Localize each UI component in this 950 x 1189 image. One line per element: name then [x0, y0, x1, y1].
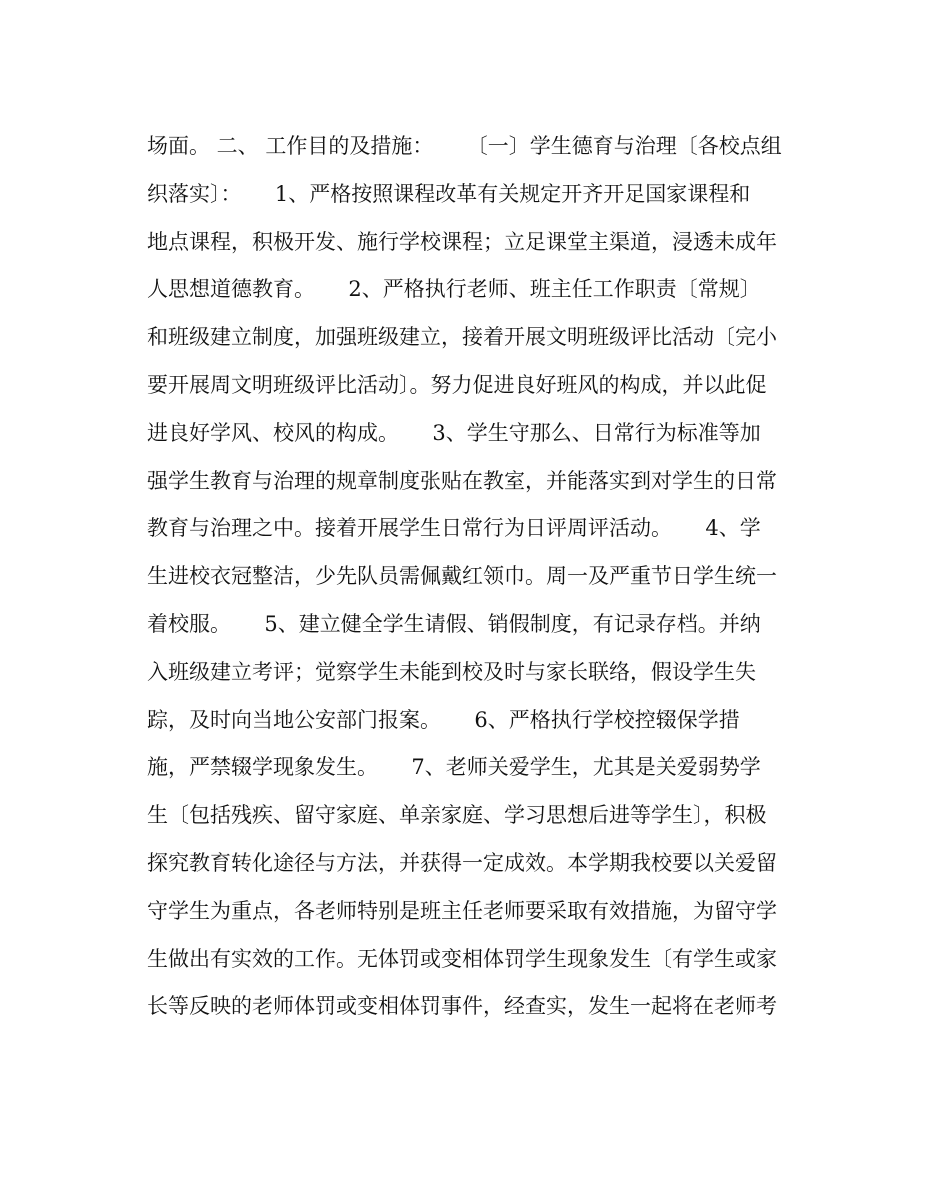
text-line: 织落实〕： 1、严格按照课程改革有关规定开齐开足国家课程和 [147, 181, 751, 206]
text-line: 探究教育转化途径与方法，并获得一定成效。本学期我校要以关爱留 [147, 850, 777, 875]
text-line: 踪，及时向当地公安部门报案。 6、严格执行学校控辍保学措 [147, 707, 740, 732]
text-line: 入班级建立考评；觉察学生未能到校及时与家长联络，假设学生失 [147, 659, 756, 684]
text-line: 生〔包括残疾、留守家庭、单亲家庭、学习思想后进等学生〕，积极 [147, 803, 767, 828]
text-line: 着校服。 5、建立健全学生请假、销假制度，有记录存档。并纳 [147, 611, 761, 636]
text-line: 地点课程，积极开发、施行学校课程；立足课堂主渠道，浸透未成年 [147, 229, 777, 254]
text-line: 场面。 二、 工作目的及措施： 〔一〕学生德育与治理〔各校点组 [147, 134, 782, 158]
text-line: 强学生教育与治理的规章制度张贴在教室，并能落实到对学生的日常 [147, 468, 777, 493]
text-line: 教育与治理之中。接着开展学生日常行为日评周评活动。 4、学 [147, 516, 761, 541]
body-text [147, 123, 807, 1031]
text-line: 生进校衣冠整洁，少先队员需佩戴红领巾。周一及严重节日学生统一 [147, 564, 777, 589]
text-line: 人思想道德教育。 2、严格执行老师、班主任工作职责〔常规〕 [147, 277, 761, 302]
text-line: 要开展周文明班级评比活动〕。努力促进良好班风的构成，并以此促 [147, 372, 767, 397]
text-line: 施，严禁辍学现象发生。 7、老师关爱学生，尤其是关爱弱势学 [147, 755, 761, 780]
text-line: 生做出有实效的工作。无体罚或变相体罚学生现象发生〔有学生或家 [147, 946, 777, 971]
text-line: 长等反映的老师体罚或变相体罚事件，经查实，发生一起将在老师考 [147, 994, 777, 1019]
text-line: 进良好学风、校风的构成。 3、学生守那么、日常行为标准等加 [147, 420, 761, 445]
text-line: 守学生为重点，各老师特别是班主任老师要采取有效措施，为留守学 [147, 898, 777, 923]
text-line: 和班级建立制度，加强班级建立，接着开展文明班级评比活动〔完小 [147, 325, 777, 350]
